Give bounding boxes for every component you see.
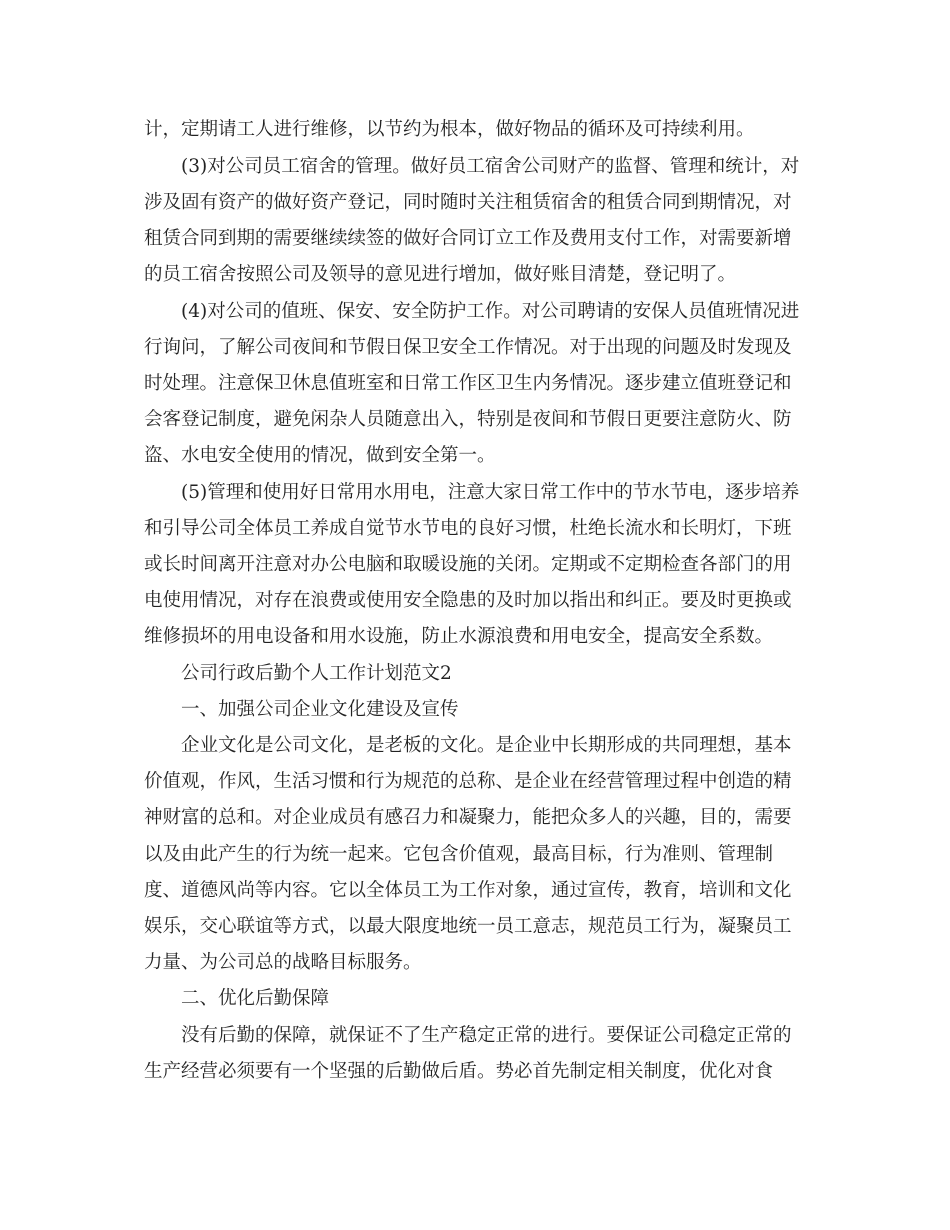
text-line: 电使用情况，对存在浪费或使用安全隐患的及时加以指出和纠正。要及时更换或 [144, 590, 792, 611]
section-heading: 一、加强公司企业文化建设及宣传 [181, 699, 459, 720]
text-line: (3)对公司员工宿舍的管理。做好员工宿舍公司财产的监督、管理和统计，对 [181, 156, 800, 177]
text-line: 的员工宿舍按照公司及领导的意见进行增加，做好账目清楚，登记明了。 [144, 264, 737, 285]
text-line: 力量、为公司总的战略目标服务。 [144, 952, 422, 973]
text-line: 神财富的总和。对企业成员有感召力和凝聚力，能把众多人的兴趣，目的，需要 [144, 807, 792, 828]
text-line: 或长时间离开注意对办公电脑和取暖设施的关闭。定期或不定期检查各部门的用 [144, 554, 792, 575]
text-line: (5)管理和使用好日常用水用电，注意大家日常工作中的节水节电，逐步培养 [181, 482, 800, 503]
section-title: 公司行政后勤个人工作计划范文2 [181, 663, 452, 684]
text-line: 行询问，了解公司夜间和节假日保卫安全工作情况。对于出现的问题及时发现及 [144, 337, 792, 358]
text-line: 维修损坏的用电设备和用水设施，防止水源浪费和用电安全，提高安全系数。 [144, 626, 774, 647]
text-line: 价值观，作风，生活习惯和行为规范的总称、是企业在经营管理过程中创造的精 [144, 771, 792, 792]
text-line: 涉及固有资产的做好资产登记，同时随时关注租赁宿舍的租赁合同到期情况，对 [144, 192, 792, 213]
text-line: 会客登记制度，避免闲杂人员随意出入，特别是夜间和节假日更要注意防火、防 [144, 409, 792, 430]
text-line: 盗、水电安全使用的情况，做到安全第一。 [144, 445, 496, 466]
text-line: 计，定期请工人进行维修，以节约为根本，做好物品的循环及可持续利用。 [144, 119, 755, 140]
text-line: 生产经营必须要有一个坚强的后勤做后盾。势必首先制定相关制度，优化对食 [144, 1061, 774, 1082]
section-heading: 二、优化后勤保障 [181, 988, 330, 1009]
text-line: 度、道德风尚等内容。它以全体员工为工作对象，通过宣传，教育，培训和文化 [144, 880, 792, 901]
text-line: 以及由此产生的行为统一起来。它包含价值观，最高目标，行为准则、管理制 [144, 844, 774, 865]
text-line: 时处理。注意保卫休息值班室和日常工作区卫生内务情况。逐步建立值班登记和 [144, 373, 792, 394]
text-line: (4)对公司的值班、保安、安全防护工作。对公司聘请的安保人员值班情况进 [181, 301, 800, 322]
text-line: 娱乐，交心联谊等方式，以最大限度地统一员工意志，规范员工行为，凝聚员工 [144, 916, 792, 937]
text-line: 租赁合同到期的需要继续续签的做好合同订立工作及费用支付工作，对需要新增 [144, 228, 792, 249]
text-line: 和引导公司全体员工养成自觉节水节电的良好习惯，杜绝长流水和长明灯，下班 [144, 518, 792, 539]
text-line: 企业文化是公司文化，是老板的文化。是企业中长期形成的共同理想，基本 [181, 735, 792, 756]
text-line: 没有后勤的保障，就保证不了生产稳定正常的进行。要保证公司稳定正常的 [181, 1025, 792, 1046]
